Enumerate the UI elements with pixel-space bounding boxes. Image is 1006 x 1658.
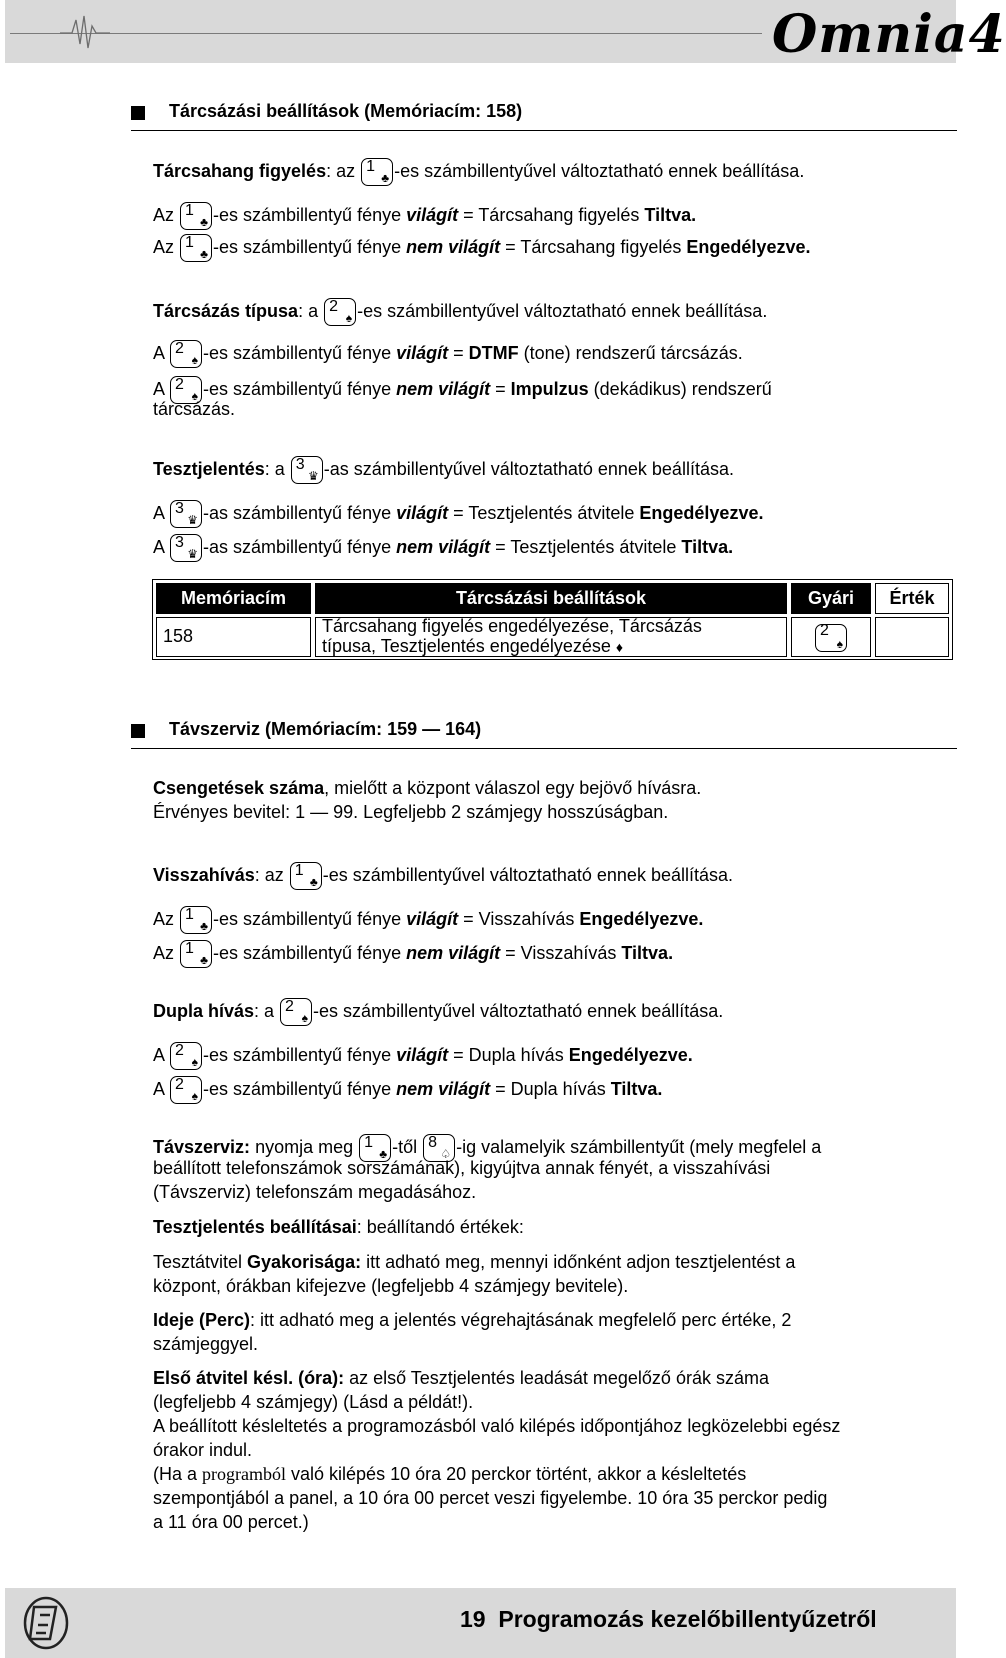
section-title: Tárcsázási beállítások (Memóriacím: 158): [169, 101, 523, 121]
section-heading-remote-service: [131, 716, 957, 749]
testreport-line-1: Tesztjelentés: a 3 ♛ -as számbillentyűvel változtatható ennek beállítása.: [153, 456, 734, 483]
dialtype-line-3: A 2 ♠ -es számbillentyű fénye nem világít = Impulzus (dekádikus) rendszerű: [153, 376, 772, 403]
section-heading-dialing: [131, 98, 957, 131]
dialtone-line-3: Az 1 ♣ -es számbillentyű fénye nem világít = Tárcsahang figyelés Engedélyezve.: [153, 234, 811, 261]
remote-line-3: (Távszerviz) telefonszám megadásához.: [153, 1182, 477, 1202]
rings-line-2: Érvényes bevitel: 1 — 99. Legfeljebb 2 számjegy hosszúságban.: [153, 802, 669, 822]
delay-line-1: Első átvitel késl. (óra): az első Tesztjelentés leadását megelőző órák száma: [153, 1368, 769, 1388]
table-header-value: Érték: [875, 583, 949, 614]
header-line: [10, 33, 762, 34]
dialtone-line-2: Az 1 ♣ -es számbillentyű fénye világít = Tárcsahang figyelés Tiltva.: [153, 202, 697, 229]
table-desc-line-1: Tárcsahang figyelés engedélyezése, Tárcsázás: [322, 616, 702, 636]
key-3-icon: 3 ♛: [170, 500, 202, 528]
key-3-icon: 3 ♛: [291, 456, 323, 484]
key-1-icon: 1 ♣: [290, 862, 322, 890]
rings-line-1: Csengetések száma, mielőtt a központ válaszol egy bejövő hívásra.: [153, 778, 702, 798]
table-header-address: Memóriacím: [156, 583, 311, 614]
doublecall-line-3: A 2 ♠ -es számbillentyű fénye nem világít = Dupla hívás Tiltva.: [153, 1076, 663, 1103]
time-line-1: Ideje (Perc): itt adható meg a jelentés végrehajtásának megfelelő perc értéke, 2: [153, 1310, 792, 1330]
delay-line-4: órakor indul.: [153, 1440, 253, 1460]
table-header-settings: Tárcsázási beállítások: [315, 583, 787, 614]
table-desc-line-2: típusa, Tesztjelentés engedélyezése ♦: [322, 636, 624, 656]
key-1-icon: 1 ♣: [180, 202, 212, 230]
frequency-line-2: központ, órákban kifejezve (legfeljebb 4 számjegy bevitele).: [153, 1276, 629, 1296]
test-settings-heading: Tesztjelentés beállításai: beállítandó értékek:: [153, 1217, 524, 1237]
key-2-icon: 2 ♠: [324, 298, 356, 326]
brand-logo: Omnia4: [772, 4, 1006, 65]
page-number: 19: [460, 1606, 486, 1632]
time-line-2: számjeggyel.: [153, 1334, 259, 1354]
footer-page-title: [460, 1606, 877, 1633]
remote-line-1: Távszerviz: nyomja meg 1 ♣ -től 8 ♤ -ig valamelyik számbillentyűt (mely megfelel a: [153, 1134, 822, 1161]
key-2-icon: 2 ♠: [815, 624, 847, 652]
delay-line-2: (legfeljebb 4 számjegy) (Lásd a példát!).: [153, 1392, 474, 1412]
doublecall-line-2: A 2 ♠ -es számbillentyű fénye világít = Dupla hívás Engedélyezve.: [153, 1042, 693, 1069]
table-header-default: Gyári: [791, 583, 871, 614]
key-1-icon: 1 ♣: [180, 234, 212, 262]
remote-line-2: beállított telefonszámok sorszámának), kigyújtva annak fényét, a visszahívási: [153, 1158, 771, 1178]
dialtype-line-1: Tárcsázás típusa: a 2 ♠ -es számbillentyűvel változtatható ennek beállítása.: [153, 298, 768, 325]
company-logo-icon: [20, 1593, 70, 1653]
testreport-line-3: A 3 ♛ -as számbillentyű fénye nem világít = Tesztjelentés átvitele Tiltva.: [153, 534, 734, 561]
key-2-icon: 2 ♠: [170, 340, 202, 368]
section-title: Távszerviz (Memóriacím: 159 — 164): [169, 719, 482, 739]
key-2-icon: 2 ♠: [170, 1076, 202, 1104]
dialtype-line-4: tárcsázás.: [153, 399, 236, 419]
callback-line-2: Az 1 ♣ -es számbillentyű fénye világít = Visszahívás Engedélyezve.: [153, 906, 704, 933]
key-2-icon: 2 ♠: [170, 1042, 202, 1070]
chapter-title: Programozás kezelőbillentyűzetről: [498, 1606, 877, 1632]
delay-line-3: A beállított késleltetés a programozásból való kilépés időpontjához legközelebbi egész: [153, 1416, 841, 1436]
callback-line-3: Az 1 ♣ -es számbillentyű fénye nem világít = Visszahívás Tiltva.: [153, 940, 674, 967]
table-cell-default: [791, 617, 871, 657]
key-2-icon: 2 ♠: [280, 998, 312, 1026]
delay-line-7: a 11 óra 00 percet.): [153, 1512, 309, 1532]
testreport-line-2: A 3 ♛ -as számbillentyű fénye világít = Tesztjelentés átvitele Engedélyezve.: [153, 500, 764, 527]
table-cell-address: 158: [156, 617, 311, 657]
delay-line-6: szempontjából a panel, a 10 óra 00 percet veszi figyelembe. 10 óra 35 perckor pedig: [153, 1488, 828, 1508]
bullet-square-icon: [131, 724, 145, 738]
dialtype-line-2: A 2 ♠ -es számbillentyű fénye világít = DTMF (tone) rendszerű tárcsázás.: [153, 340, 743, 367]
pulse-wave-icon: [60, 12, 110, 52]
key-1-icon: 1 ♣: [180, 940, 212, 968]
key-1-icon: 1 ♣: [359, 1134, 391, 1162]
key-2-icon: 2 ♠: [170, 376, 202, 404]
delay-line-5: (Ha a programból való kilépés 10 óra 20 perckor történt, akkor a késleltetés: [153, 1464, 747, 1484]
doublecall-line-1: Dupla hívás: a 2 ♠ -es számbillentyűvel változtatható ennek beállítása.: [153, 998, 724, 1025]
callback-line-1: Visszahívás: az 1 ♣ -es számbillentyűvel változtatható ennek beállítása.: [153, 862, 733, 889]
key-1-icon: 1 ♣: [180, 906, 212, 934]
settings-table: [152, 579, 953, 660]
bullet-square-icon: [131, 106, 145, 120]
table-cell-value[interactable]: [875, 617, 949, 657]
table-cell-description: [315, 617, 787, 657]
key-3-icon: 3 ♛: [170, 534, 202, 562]
key-1-icon: 1 ♣: [361, 158, 393, 186]
dialtone-line-1: Tárcsahang figyelés: az 1 ♣ -es számbillentyűvel változtatható ennek beállítása.: [153, 158, 805, 185]
key-8-icon: 8 ♤: [423, 1134, 455, 1162]
diamond-icon: ♦: [615, 639, 624, 655]
frequency-line-1: Tesztátvitel Gyakorisága: itt adható meg, mennyi időnként adjon tesztjelentést a: [153, 1252, 796, 1272]
